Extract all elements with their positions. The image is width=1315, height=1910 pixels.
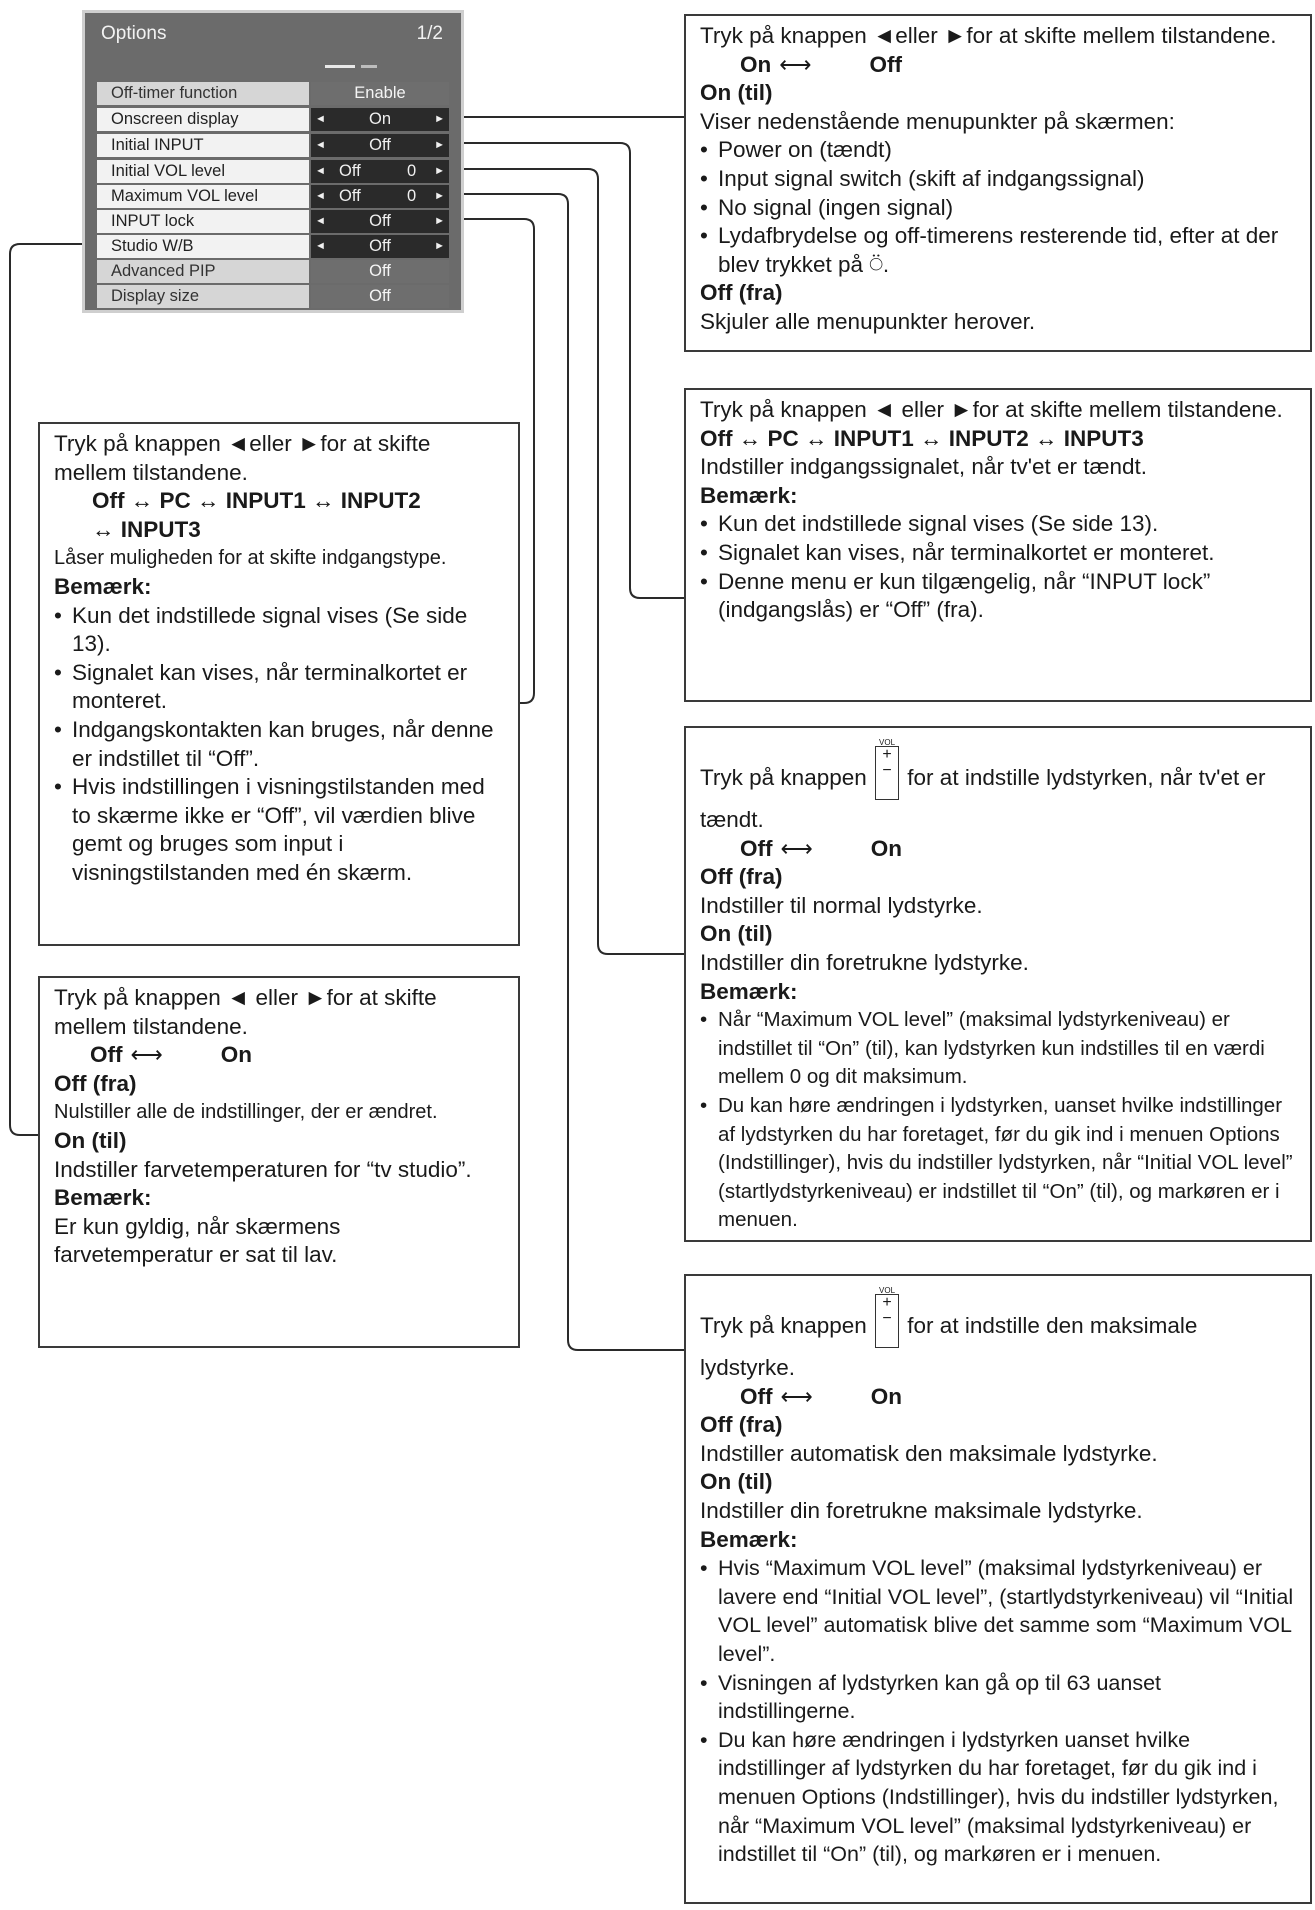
option-cycle: On ⟷ Off [740,51,903,77]
list-item: • Signalet kan vises, når terminalkortet er monteret. [54,659,504,716]
left-arrow-icon: ◄ [315,165,326,177]
menu-row-max-vol[interactable]: Maximum VOL level ◄ Off 0 ► [97,185,449,208]
option-cycle: Off ⟷ On [90,1042,253,1068]
list-item: • Du kan høre ændringen i lydstyrken, uanset hvilke indstillinger af lydstyrken du har foretaget, før du gik ind i menuen Options (Indstillinger), hvis du indstiller lydstyrken, når “Initial VOL level” (startlydstyrkeniveau) er indstillet til “On” (til), og markøren er i menuen. [700,1092,1296,1235]
lock-cycle-2: ↔ INPUT3 [92,516,201,542]
right-arrow-icon: ► [434,113,445,125]
menu-row-input-lock[interactable]: INPUT lock ◄ Off ► [97,210,449,233]
right-arrow-icon: ► [434,240,445,252]
initial-vol-notes [700,1006,1296,1235]
box-onscreen-display: Tryk på knappen ◄eller ►for at skifte mellem tilstandene. On ⟷ Off On (til) Viser nedenstående menupunkter på skærmen: • Power on (tændt) • Input signal switch (skift af indgangssignal) • No signal (ingen signal) • Lydafbrydelse og off-timerens resterende tid, efter at der blev trykket på ⍥. Off (fra) Skjuler alle menupunkter herover. [684,14,1312,352]
initial-input-notes [700,510,1296,624]
option-cycle: Off ⟷ On [740,835,903,861]
input-lock-notes [54,602,504,888]
list-item: • Input signal switch (skift af indgangssignal) [700,165,1296,194]
menu-row-off-timer[interactable]: Off-timer function Enable [97,82,449,105]
right-arrow-icon: ► [434,165,445,177]
menu-row-initial-vol[interactable]: Initial VOL level ◄ Off 0 ► [97,160,449,183]
box-max-vol: Tryk på knappen VOL + − for at indstille den maksimale lydstyrke. Off ⟷ On Off (fra) Indstiller automatisk den maksimale lydstyrke. On (til) Indstiller din foretrukne maksimale lydstyrke. Bemærk: • Hvis “Maximum VOL level” (maksimal lydstyrkeniveau) er lavere end “Initial VOL level”, (startlydstyrkeniveau) vil “Initial VOL level” automatisk blive det samme som “Maximum VOL level”. • Visningen af lydstyrken kan gå op til 63 uanset indstillingerne. • Du kan høre ændringen i lydstyrken uanset hvilke indstillinger af lydstyrken du har foretaget, før du gik ind i menuen Options (Indstillinger), hvis du indstiller lydstyrken, når “Maximum VOL level” (maksimal lydstyrkeniveau) er indstillet til “On” (til), og markøren er i menuen. [684,1274,1312,1904]
page-indicator [325,65,355,68]
box-studio-wb: Tryk på knappen ◄ eller ►for at skifte mellem tilstandene. Off ⟷ On Off (fra) Nulstiller alle de indstillinger, der er ændret. On (til) Indstiller farvetemperaturen for “tv studio”. Bemærk: Er kun gyldig, når skærmens farvetemperatur er sat til lav. [38,976,520,1348]
option-cycle: Off ⟷ On [740,1383,903,1409]
list-item: • Kun det indstillede signal vises (Se side 13). [700,510,1296,539]
right-arrow-icon: ► [434,190,445,202]
list-item: • Når “Maximum VOL level” (maksimal lydstyrkeniveau) er indstillet til “On” (til), kan lydstyrken kun indstilles til en værdi mellem 0 og dit maksimum. [700,1006,1296,1092]
lock-cycle-1: Off ↔ PC ↔ INPUT1 ↔ INPUT2 [92,488,421,514]
onscreen-list [700,136,1296,279]
left-arrow-icon: ◄ [315,215,326,227]
list-item: • Denne menu er kun tilgængelig, når “INPUT lock” (indgangslås) er “Off” (fra). [700,568,1296,625]
menu-row-initial-input[interactable]: Initial INPUT ◄ Off ► [97,134,449,157]
left-arrow-icon: ◄ [315,139,326,151]
max-vol-notes [700,1554,1296,1869]
vol-button-icon: VOL + − [875,1294,899,1348]
list-item: • Hvis indstillingen i visningstilstanden med to skærme ikke er “Off”, vil værdien blive gemt og bruges som input i visningstilstanden med én skærm. [54,773,504,887]
menu-row-display-size[interactable]: Display size Off [97,285,449,308]
list-item: • Visningen af lydstyrken kan gå op til 63 uanset indstillingerne. [700,1669,1296,1726]
list-item: • Power on (tændt) [700,136,1296,165]
options-menu [82,10,464,313]
list-item: • Signalet kan vises, når terminalkortet er monteret. [700,539,1296,568]
page-indicator-2 [361,65,377,68]
list-item: • Indgangskontakten kan bruges, når denne er indstillet til “Off”. [54,716,504,773]
box-initial-input: Tryk på knappen ◄ eller ►for at skifte mellem tilstandene. Off ↔ PC ↔ INPUT1 ↔ INPUT2 ↔ INPUT3 Indstiller indgangssignalet, når tv'et er tændt. Bemærk: • Kun det indstillede signal vises (Se side 13). • Signalet kan vises, når terminalkortet er monteret. • Denne menu er kun tilgængelig, når “INPUT lock” (indgangslås) er “Off” (fra). [684,388,1312,702]
list-item: • Hvis “Maximum VOL level” (maksimal lydstyrkeniveau) er lavere end “Initial VOL level”, (startlydstyrkeniveau) vil “Initial VOL level” automatisk blive det samme som “Maximum VOL level”. [700,1554,1296,1668]
left-arrow-icon: ◄ [315,113,326,125]
right-arrow-icon: ► [434,139,445,151]
list-item: • Lydafbrydelse og off-timerens resterende tid, efter at der blev trykket på ⍥. [700,222,1296,279]
menu-row-studio-wb[interactable]: Studio W/B ◄ Off ► [97,235,449,258]
input-cycle: Off ↔ PC ↔ INPUT1 ↔ INPUT2 ↔ INPUT3 [700,425,1144,451]
menu-title: Options [101,23,167,44]
left-arrow-icon: ◄ [315,240,326,252]
box-initial-vol: Tryk på knappen VOL + − for at indstille lydstyrken, når tv'et er tændt. Off ⟷ On Off (fra) Indstiller til normal lydstyrke. On (til) Indstiller din foretrukne lydstyrke. Bemærk: • Når “Maximum VOL level” (maksimal lydstyrkeniveau) er indstillet til “On” (til), kan lydstyrken kun indstilles til en værdi mellem 0 og dit maksimum. • Du kan høre ændringen i lydstyrken, uanset hvilke indstillinger af lydstyrken du har foretaget, før du gik ind i menuen Options (Indstillinger), hvis du indstiller lydstyrken, når “Initial VOL level” (startlydstyrkeniveau) er indstillet til “On” (til), og markøren er i menuen. [684,726,1312,1242]
list-item: • Kun det indstillede signal vises (Se side 13). [54,602,504,659]
vol-button-icon: VOL + − [875,746,899,800]
left-arrow-icon: ◄ [315,190,326,202]
menu-page-number: 1/2 [416,23,443,44]
list-item: • Du kan høre ændringen i lydstyrken uanset hvilke indstillinger af lydstyrken du har foretaget, før du gik ind i menuen Options (Indstillinger), hvis du indstiller lydstyrken, når “Maximum VOL level” (maksimal lydstyrkeniveau) er indstillet til “On” (til), og markøren er i menuen. [700,1726,1296,1869]
list-item: • No signal (ingen signal) [700,194,1296,223]
box-input-lock: Tryk på knappen ◄eller ►for at skifte mellem tilstandene. Off ↔ PC ↔ INPUT1 ↔ INPUT2 ↔ INPUT3 Låser muligheden for at skifte indgangstype. Bemærk: • Kun det indstillede signal vises (Se side 13). • Signalet kan vises, når terminalkortet er monteret. • Indgangskontakten kan bruges, når denne er indstillet til “Off”. • Hvis indstillingen i visningstilstanden med to skærme ikke er “Off”, vil værdien blive gemt og bruges som input i visningstilstanden med én skærm. [38,422,520,946]
menu-row-advanced-pip[interactable]: Advanced PIP Off [97,260,449,283]
menu-row-onscreen-display[interactable]: Onscreen display ◄ On ► [97,108,449,131]
right-arrow-icon: ► [434,215,445,227]
